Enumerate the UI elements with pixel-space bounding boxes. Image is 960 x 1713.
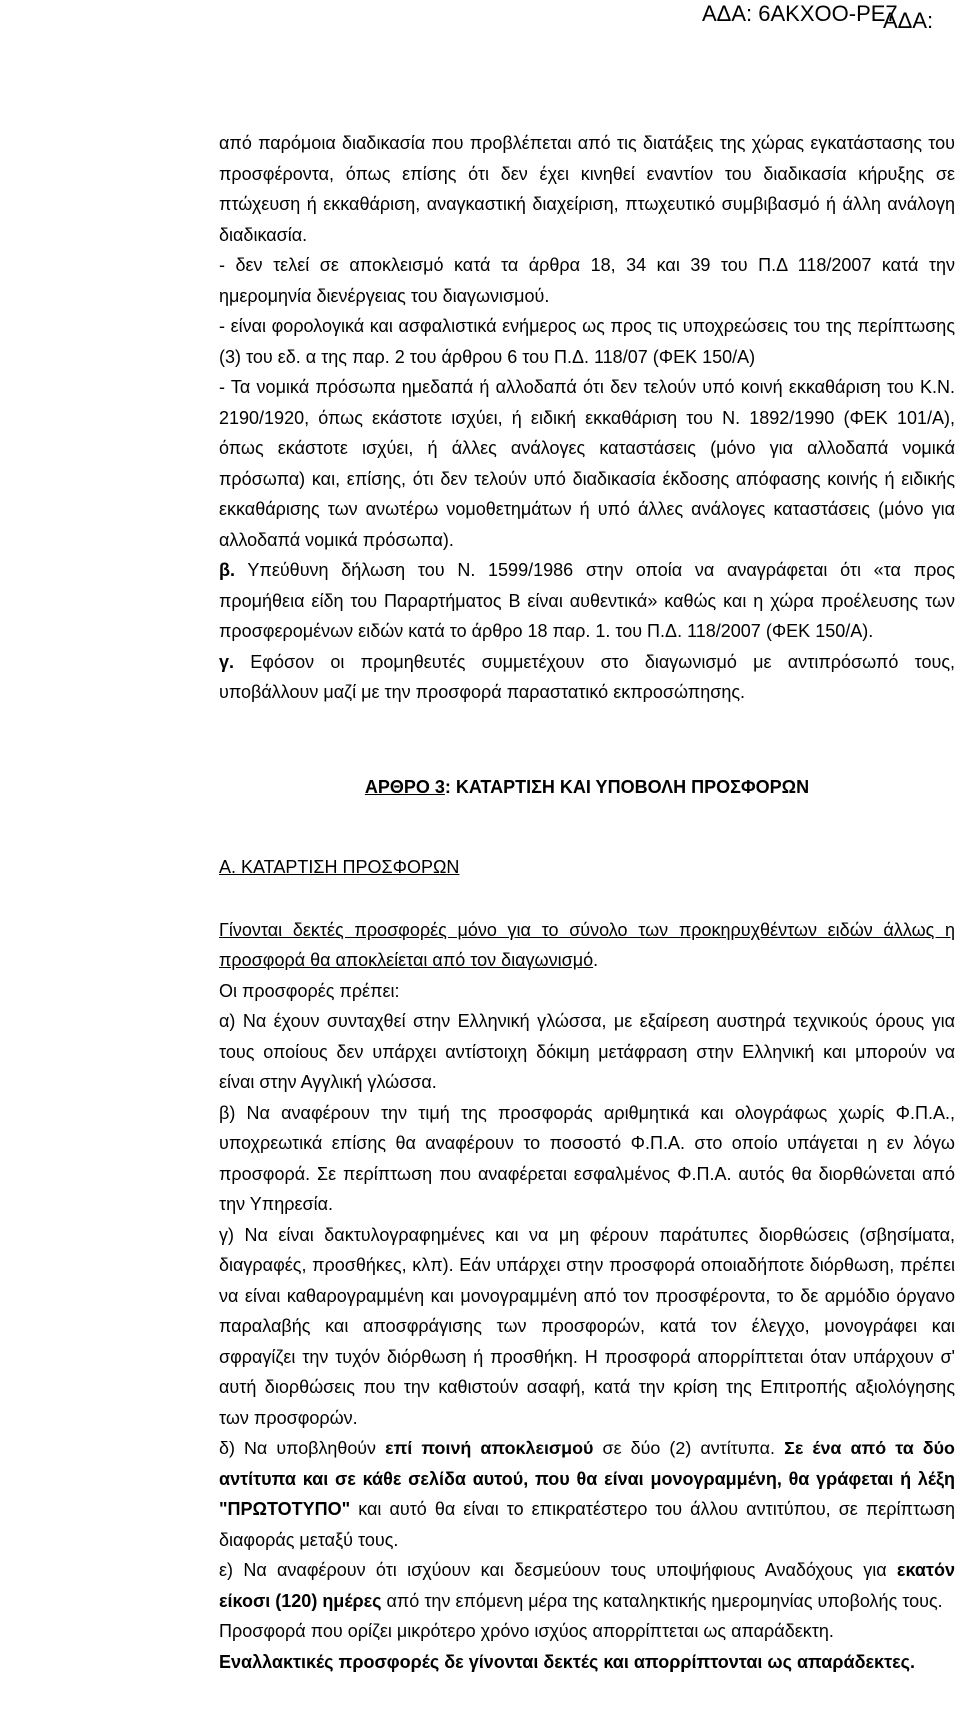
paragraph-declaration — [219, 555, 955, 647]
offers-intro — [219, 915, 955, 1007]
text-line: πρόσωπα) και, επίσης, ότι δεν τελούν υπό διαδικασία έκδοσης απόφασης κοινής ή ειδικής — [219, 468, 955, 489]
text-line: αλλοδαπά νομικά πρόσωπα). — [219, 529, 454, 550]
text-line: σφραγίζει την τυχόν διόρθωση ή προσθήκη. Η προσφορά απορρίπτεται όταν υπάρχουν σ' — [219, 1346, 955, 1367]
text-line: διαφοράς μεταξύ τους. — [219, 1529, 399, 1550]
text-line: - δεν τελεί σε αποκλεισμό κατά τα άρθρα 18, 34 και 39 του Π.Δ 118/2007 κατά την — [219, 255, 955, 275]
text-line: διαγραφές, προσθήκες, κλπ). Εάν υπάρχει στην προσφορά οποιαδήποτε διόρθωση, πρέπει — [219, 1255, 955, 1275]
offers-item-e — [219, 1555, 955, 1677]
text-line — [219, 1494, 955, 1525]
text-span: ε) Να αναφέρουν ότι ισχύουν και δεσμεύουν τους υποψήφιους Αναδόχους για — [219, 1560, 897, 1580]
paragraph-representative — [219, 647, 955, 708]
text-line — [219, 555, 955, 586]
text-line: την Υπηρεσία. — [219, 1194, 334, 1214]
text-line — [219, 945, 955, 976]
bold-text: επί ποινή αποκλεισμού — [385, 1438, 594, 1458]
offers-item-b — [219, 1098, 955, 1220]
text-line — [219, 1586, 955, 1617]
text-line — [219, 1555, 955, 1586]
text-line — [219, 1433, 955, 1464]
text-line: ημερομηνία διενέργειας του διαγωνισμού. — [219, 285, 550, 306]
text-line: προσφερομένων ειδών κατά το άρθρο 18 παρ. 1. του Π.Δ. 118/2007 (ΦΕΚ 150/Α). — [219, 621, 874, 641]
text-line: - είναι φορολογικά και ασφαλιστικά ενήμερος ως προς τις υποχρεώσεις του της περίπτωσης — [219, 316, 955, 336]
text-line: (3) του εδ. α της παρ. 2 του άρθρου 6 του Π.Δ. 118/07 (ΦΕΚ 150/Α) — [219, 346, 756, 367]
bold-text: "ΠΡΩΤΟΤΥΠΟ" — [219, 1499, 351, 1519]
text-line: προσφορά. Σε περίπτωση που αναφέρεται εσφαλμένος Φ.Π.Α. αυτός θα διορθώνεται από — [219, 1163, 955, 1184]
text-line: τους οποίους δεν υπάρχει αντίστοιχη δόκιμη μετάφραση στην Ελληνική και μπορούν να — [219, 1041, 955, 1062]
ada-code: ΑΔΑ: 6ΑΚΧΟΟ-ΡΕ7 — [702, 1, 898, 26]
text-line: - Τα νομικά πρόσωπα ημεδαπά ή αλλοδαπά ότι δεν τελούν υπό κοινή εκκαθάριση του Κ.Ν. — [219, 377, 955, 397]
text-line: αντίτυπα και σε κάθε σελίδα αυτού, που θα είναι μονογραμμένη, θα γράφεται ή λέξη — [219, 1468, 955, 1489]
text-line: των προσφορών. — [219, 1407, 358, 1428]
text-line — [219, 647, 955, 678]
text-line: 2190/1920, όπως εκάστοτε ισχύει, ή ειδική εκκαθάριση του Ν. 1892/1990 (ΦΕΚ 101/Α), — [219, 407, 955, 428]
text-line: Γίνονται δεκτές προσφορές μόνο για το σύνολο των προκηρυχθέντων ειδών άλλως η — [219, 919, 955, 940]
text-span: Υπεύθυνη δήλωση του Ν. 1599/1986 στην οποία να αναγράφεται ότι «τα προς — [235, 560, 955, 580]
text-line: από παρόμοια διαδικασία που προβλέπεται από τις διατάξεις της χώρας εγκατάστασης του — [219, 133, 955, 153]
text-line: εκκαθάρισης των ανωτέρω νομοθετημάτων ή υπό άλλες ανάλογες καταστάσεις (μόνο για — [219, 499, 955, 519]
text-line: Οι προσφορές πρέπει: — [219, 980, 400, 1001]
text-line: διαδικασία. — [219, 224, 308, 245]
text-span: και αυτό θα είναι το επικρατέστερο του άλλου αντιτύπου, σε περίπτωση — [350, 1499, 955, 1519]
text-span: Εφόσον οι προμηθευτές συμμετέχουν στο διαγωνισμό με αντιπρόσωπό τους, — [234, 651, 955, 672]
page-header — [0, 0, 960, 40]
paragraph-tax-compliance — [219, 311, 955, 372]
offers-item-a — [219, 1006, 955, 1098]
paragraph-legal-entities — [219, 372, 955, 555]
text-line: αυτή διορθώσεις που την καθιστούν ασαφή, κατά την κρίση της Επιτροπής αξιολόγησης — [219, 1377, 955, 1397]
ada-overlay: ΑΔΑ: — [883, 8, 934, 33]
text-span: από την επόμενη μέρα της καταληκτικής ημερομηνίας υποβολής τους. — [381, 1590, 943, 1611]
underlined-text: προσφορά θα αποκλείεται από τον διαγωνισμό — [219, 950, 594, 970]
text-line: Προσφορά που ορίζει μικρότερο χρόνο ισχύος απορρίπτεται ως απαράδεκτη. — [219, 1621, 834, 1641]
bold-text: Σε ένα από τα δύο — [784, 1438, 955, 1458]
text-line: προσφέροντα, όπως επίσης ότι δεν έχει κινηθεί εναντίον του διαδικασία κήρυξης σε — [219, 163, 955, 184]
text-line: πτώχευση ή εκκαθάριση, αναγκαστική διαχείριση, πτωχευτικό συμβιβασμό ή άλλη ανάλογη — [219, 194, 955, 214]
text-span: δ) Να υποβληθούν — [219, 1438, 386, 1458]
article-title — [219, 772, 955, 803]
text-line: β) Να αναφέρουν την τιμή της προσφοράς αριθμητικά και ολογράφως χωρίς Φ.Π.Α., — [219, 1102, 955, 1123]
article-number: ΑΡΘΡΟ 3 — [364, 776, 445, 797]
item-label: β. — [219, 560, 235, 580]
bold-text: είκοσι (120) ημέρες — [219, 1590, 382, 1611]
text-line: γ) Να είναι δακτυλογραφημένες και να μη φέρουν παράτυπες διορθώσεις (σβησίματα, — [219, 1224, 955, 1245]
text-span: σε δύο (2) αντίτυπα. — [593, 1438, 785, 1458]
text-line: προμήθεια είδη του Παραρτήματος Β είναι αυθεντικά» καθώς και η χώρα προέλευσης των — [219, 590, 955, 611]
text-line: παραλαβής και αποσφράγισης των προσφορών, κατά τον έλεγχο, μονογράφει και — [219, 1316, 955, 1336]
text-line: να είναι καθαρογραμμένη και μονογραμμένη από τον προσφέροντα, το δε αρμόδιο όργανο — [219, 1285, 955, 1306]
document-body — [219, 128, 955, 1677]
paragraph-exclusion-continued — [219, 128, 955, 250]
offers-item-d — [219, 1433, 955, 1555]
text-line: όπως εκάστοτε ισχύει, ή άλλες ανάλογες καταστάσεις (μόνο για αλλοδαπά νομικά — [219, 438, 955, 458]
text-line: Εναλλακτικές προσφορές δε γίνονται δεκτές και απορρίπτονται ως απαράδεκτες. — [219, 1651, 916, 1672]
text-line: υποβάλλουν μαζί με την προσφορά παραστατικό εκπροσώπησης. — [219, 682, 746, 702]
item-label: γ. — [219, 651, 235, 672]
text-line: είναι στην Αγγλική γλώσσα. — [219, 1072, 437, 1092]
offers-item-c — [219, 1220, 955, 1434]
text-span: . — [593, 950, 599, 970]
text-line: υποχρεωτικά επίσης θα αναφέρουν το ποσοστό Φ.Π.Α. στο οποίο υπάγεται η εν λόγω — [219, 1133, 955, 1153]
article-title-text: : ΚΑΤΑΡΤΙΣΗ ΚΑΙ ΥΠΟΒΟΛΗ ΠΡΟΣΦΟΡΩΝ — [444, 776, 810, 797]
paragraph-not-excluded — [219, 250, 955, 311]
text-line: α) Να έχουν συνταχθεί στην Ελληνική γλώσσα, με εξαίρεση αυστηρά τεχνικούς όρους για — [219, 1011, 955, 1031]
section-heading: Α. ΚΑΤΑΡΤΙΣΗ ΠΡΟΣΦΟΡΩΝ — [219, 857, 460, 877]
bold-text: εκατόν — [896, 1560, 955, 1580]
